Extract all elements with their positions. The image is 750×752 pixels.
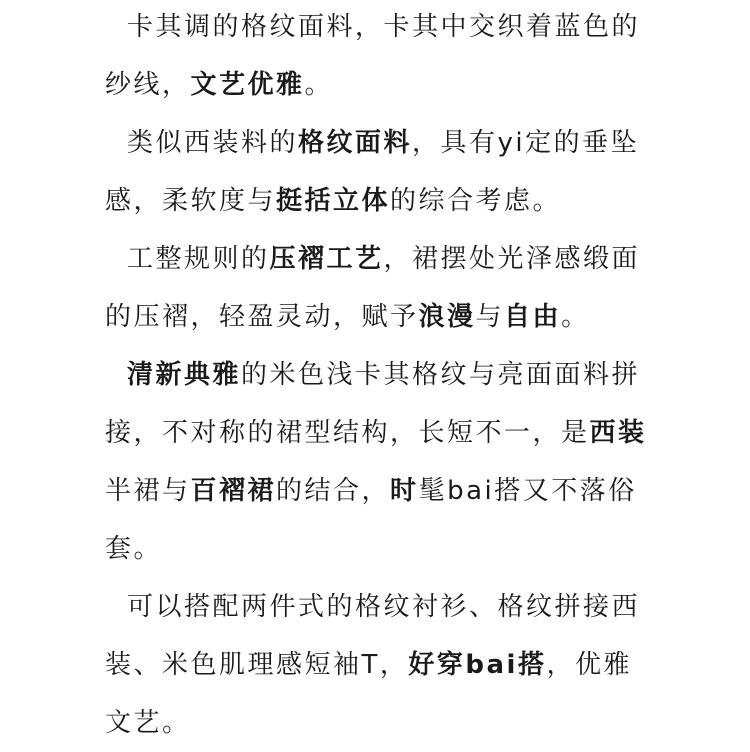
text-segment: ，具有yi定的垂坠	[412, 128, 640, 158]
text-segment-bold: 百褶裙	[190, 476, 277, 506]
text-line	[105, 636, 650, 694]
text-line	[105, 230, 650, 288]
text-segment-bold: 文艺优雅	[190, 70, 305, 100]
text-line	[105, 346, 650, 404]
text-segment-bold: 清新典雅	[127, 360, 242, 390]
text-segment-bold: 好穿bai搭	[408, 650, 547, 680]
text-segment: 纱线，	[105, 70, 191, 100]
text-segment-bold: 时	[390, 476, 419, 506]
text-segment: 类似西装料的	[127, 128, 299, 158]
text-segment: 套。	[105, 534, 163, 564]
text-segment: 的综合考虑。	[390, 186, 562, 216]
text-segment: 。	[561, 302, 590, 332]
paragraph-pleat-craft	[105, 230, 650, 346]
text-segment: 的米色浅卡其格纹与亮面面料拼	[241, 360, 641, 390]
text-line	[105, 172, 650, 230]
text-segment-bold: 西装	[589, 418, 647, 448]
text-segment: 可以搭配两件式的格纹衬衫、格纹拼接西	[127, 592, 641, 622]
text-segment: 髦bai搭又不落俗	[418, 476, 637, 506]
text-line	[105, 0, 650, 56]
text-line	[105, 114, 650, 172]
paragraph-suit-fabric	[105, 114, 650, 230]
document-body	[105, 0, 650, 752]
text-segment-bold: 挺括立体	[276, 186, 391, 216]
text-segment: 感，柔软度与	[105, 186, 277, 216]
text-line	[105, 56, 650, 114]
text-line	[105, 520, 650, 578]
text-segment-bold: 自由	[504, 302, 562, 332]
text-segment: ，裙摆处光泽感缎面	[383, 244, 641, 274]
text-segment: 装、米色肌理感短袖T，	[105, 650, 409, 680]
text-segment-bold: 浪漫	[418, 302, 476, 332]
text-segment-bold: 压褶工艺	[269, 244, 384, 274]
text-segment: 接，不对称的裙型结构，长短不一，是	[105, 418, 590, 448]
paragraph-khaki-fabric	[105, 0, 650, 114]
text-segment: 的压褶，轻盈灵动，赋予	[105, 302, 419, 332]
text-line	[105, 288, 650, 346]
text-segment: 半裙与	[105, 476, 191, 506]
text-segment: 的结合，	[276, 476, 391, 506]
text-line	[105, 578, 650, 636]
text-segment: 与	[475, 302, 505, 332]
text-segment: 工整规则的	[127, 244, 270, 274]
text-line	[105, 462, 650, 520]
paragraph-skirt-structure	[105, 346, 650, 578]
text-segment: ，优雅	[546, 650, 632, 680]
text-segment-bold: 格纹面料	[298, 128, 413, 158]
paragraph-styling-tips	[105, 578, 650, 752]
text-segment: 文艺。	[105, 708, 191, 738]
text-line	[105, 404, 650, 462]
text-line	[105, 694, 650, 752]
text-segment: 。	[304, 70, 334, 100]
text-segment: 卡其调的格纹面料，卡其中交织着蓝色的	[127, 12, 641, 42]
